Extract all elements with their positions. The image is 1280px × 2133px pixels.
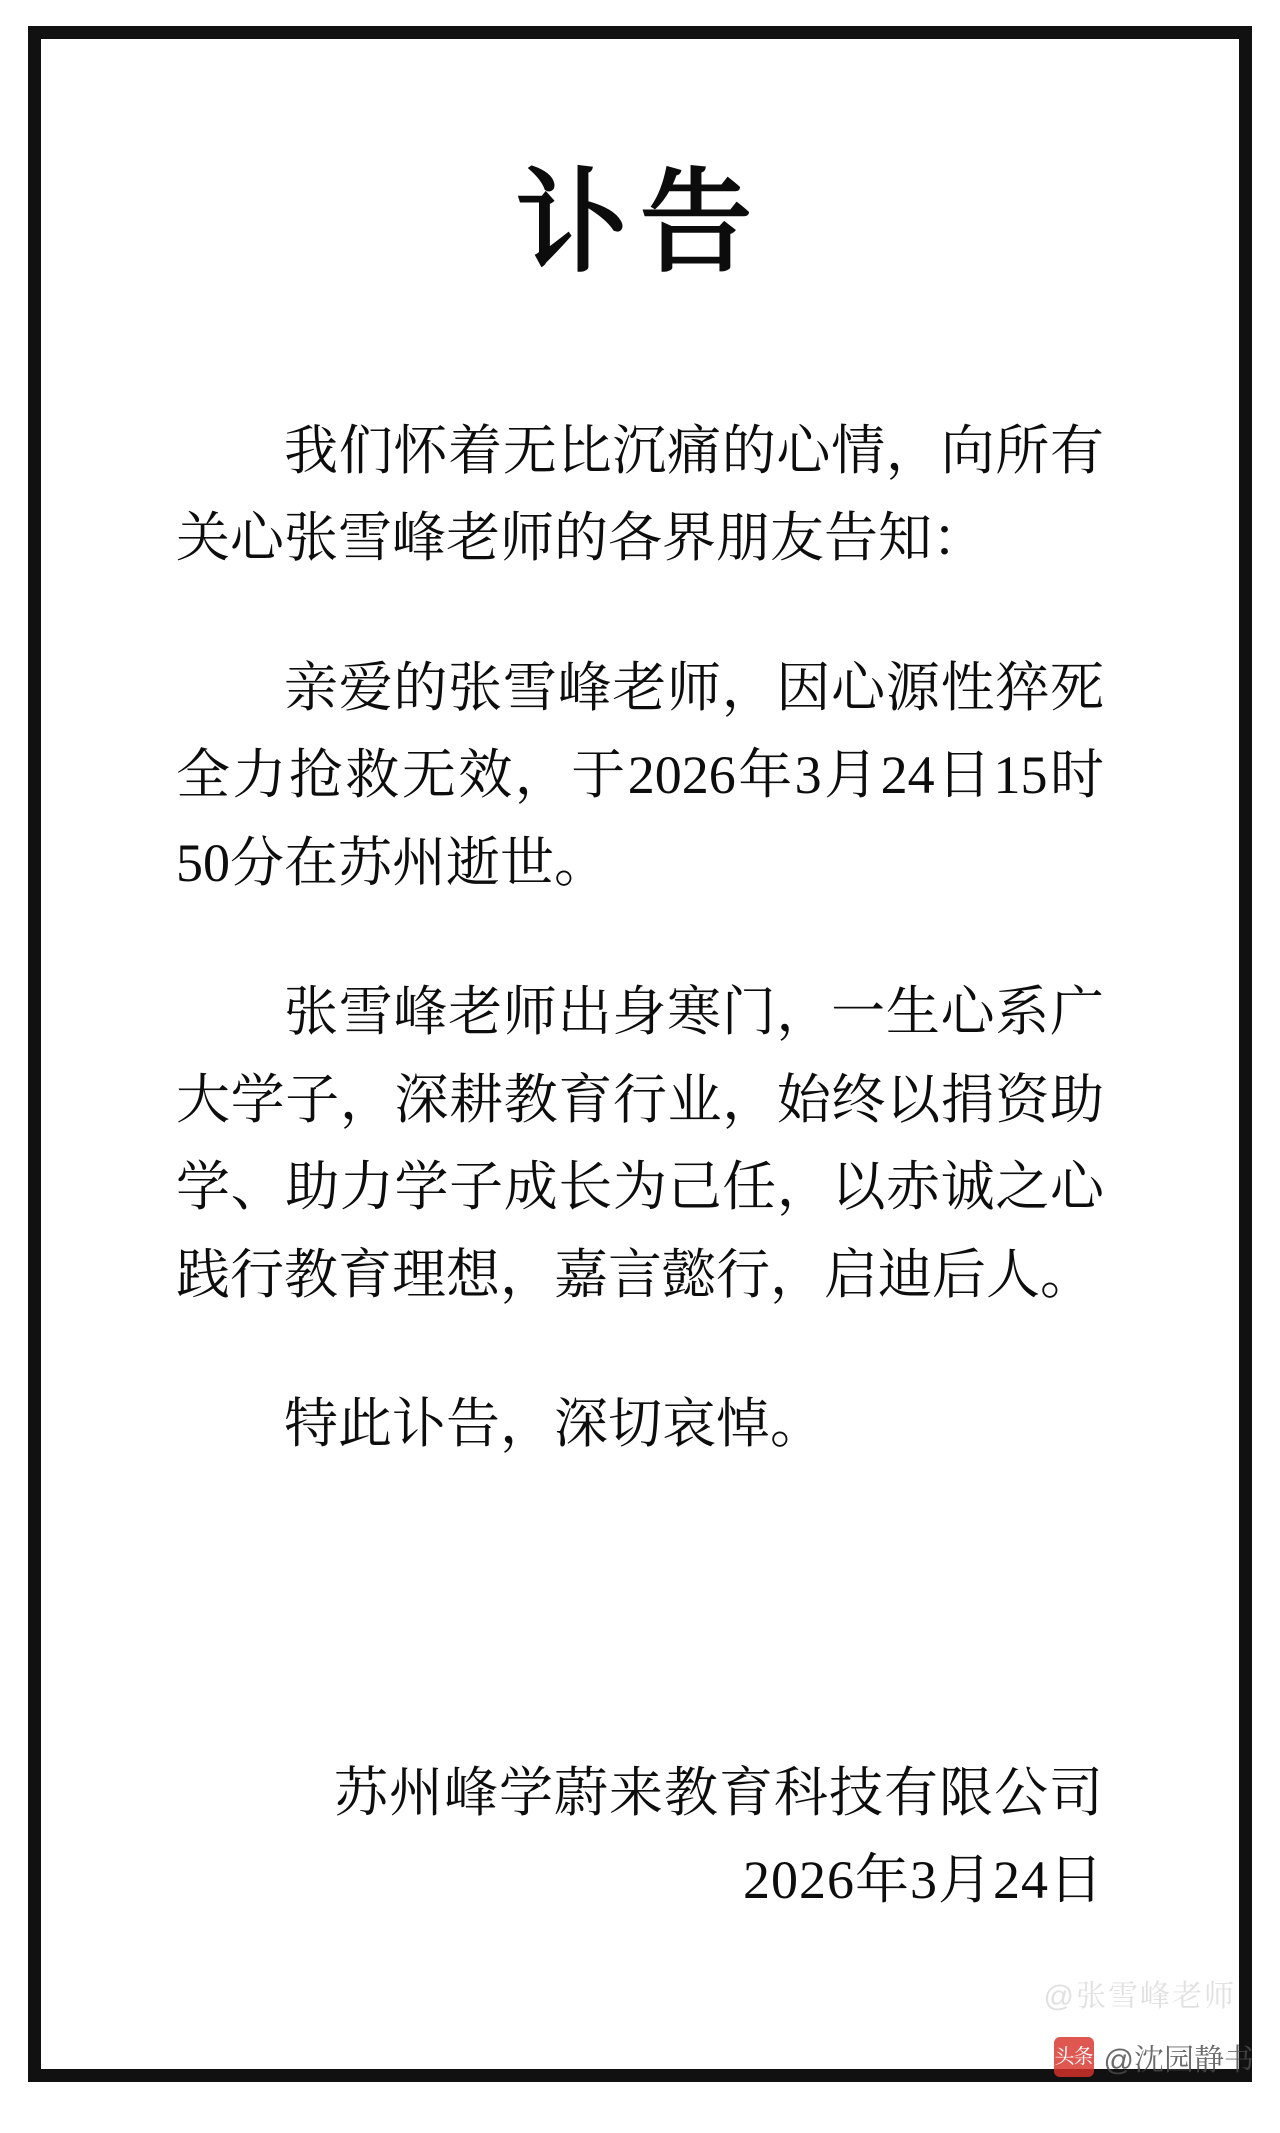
- notice-frame: [28, 26, 1252, 2082]
- paragraph-4: 特此讣告，深切哀悼。: [284, 1394, 824, 1455]
- watermark: [1054, 2035, 1254, 2079]
- signature-organization: 苏州峰学蔚来教育科技有限公司: [334, 1763, 1104, 1823]
- paragraph-3: 张雪峰老师出身寒门，一生心系广大学子，深耕教育行业，始终以捐资助学、助力学子成长为己任，以赤诚之心践行教育理想，嘉言懿行，启迪后人。: [176, 982, 1104, 1305]
- page-title: 讣告: [516, 160, 764, 285]
- paragraph-2: 亲爱的张雪峰老师，因心源性猝死全力抢救无效，于2026年3月24日15时50分在苏州逝世。: [176, 657, 1104, 893]
- notice-body: [176, 408, 1104, 1469]
- watermark-account: @沈园静书: [1103, 2044, 1254, 2077]
- signature-date: 2026年3月24日: [743, 1850, 1104, 1910]
- watermark-ghost-text: @张雪峰老师: [1043, 1980, 1236, 2013]
- signature-block: [334, 1753, 1104, 1921]
- notice-content: [41, 39, 1239, 2069]
- paragraph-1: 我们怀着无比沉痛的心情，向所有关心张雪峰老师的各界朋友告知：: [176, 420, 1104, 569]
- toutiao-logo-icon: 头条: [1054, 2037, 1094, 2077]
